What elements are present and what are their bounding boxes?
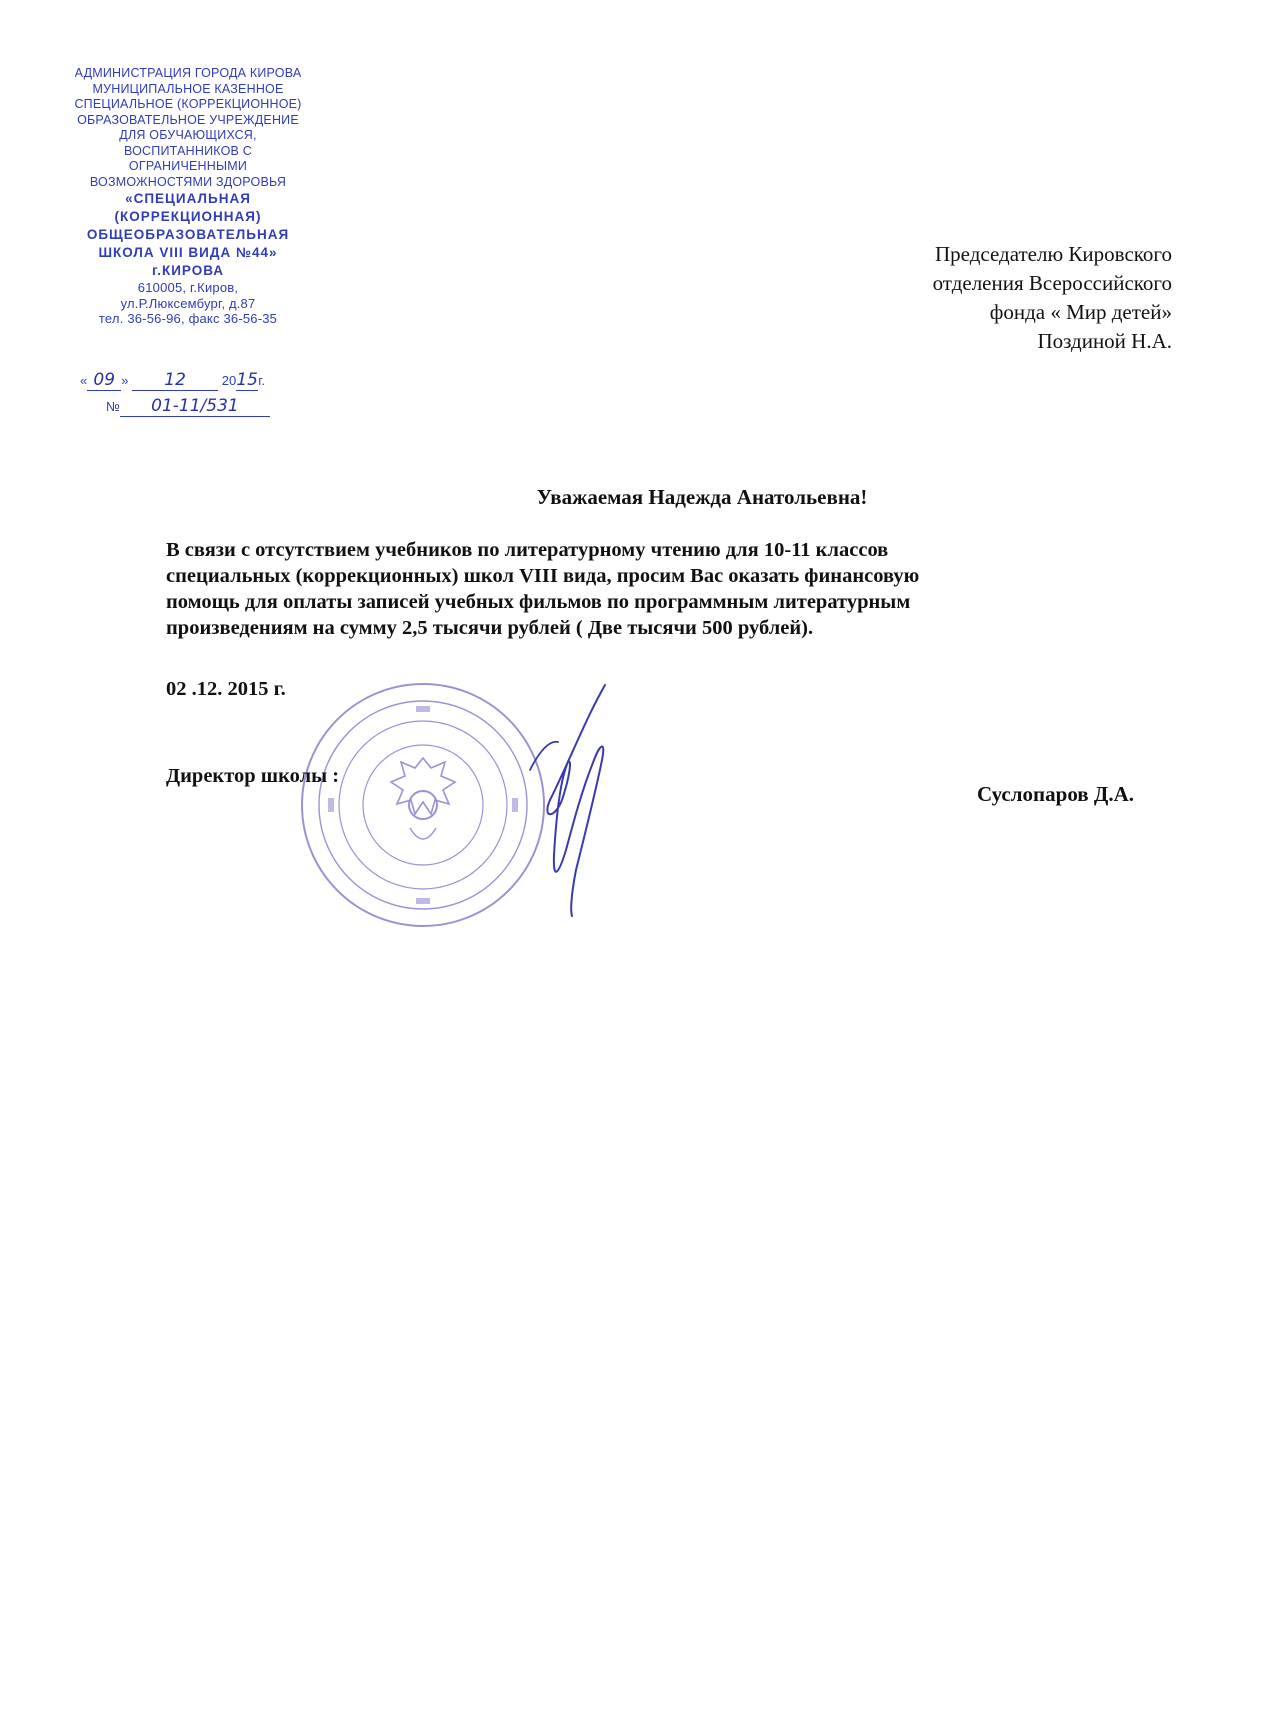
date-month: 12 (132, 370, 218, 391)
number-value: 01-11/531 (120, 396, 270, 417)
director-name: Суслопаров Д.А. (976, 782, 1134, 806)
letterhead-address-line: 610005, г.Киров, (137, 280, 239, 295)
letterhead-school-line: ШКОЛА VIII ВИДА №44» (98, 245, 278, 260)
letterhead-date (80, 370, 310, 391)
handwritten-signature-image (510, 680, 660, 920)
letterhead-school-line: г.КИРОВА (151, 263, 225, 278)
date-day: 09 (87, 370, 121, 391)
letterhead-school-line: (КОРРЕКЦИОННАЯ) (114, 209, 262, 224)
recipient-line: Председателю Кировского (935, 242, 1172, 266)
letter-date: 02 .12. 2015 г. (166, 678, 286, 700)
letterhead-number (106, 396, 286, 417)
greeting: Уважаемая Надежда Анатольевна! (536, 485, 868, 509)
letterhead-address-line: тел. 36-56-96, факс 36-56-35 (98, 311, 278, 326)
body-line: произведениям на сумму 2,5 тысячи рублей ( Две тысячи 500 рублей). (166, 617, 814, 639)
director-title: Директор школы : (166, 765, 340, 787)
letterhead-school-line: «СПЕЦИАЛЬНАЯ (125, 191, 251, 206)
letterhead-line: СПЕЦИАЛЬНОЕ (КОРРЕКЦИОННОЕ) (74, 97, 302, 111)
date-close-quote: » (121, 373, 129, 388)
recipient-line: фонда « Мир детей» (989, 300, 1172, 324)
date-year-suffix: 15 (236, 370, 258, 390)
letterhead-line: ОБРАЗОВАТЕЛЬНОЕ УЧРЕЖДЕНИЕ (77, 112, 299, 127)
letterhead-stamp (70, 66, 306, 327)
body-line: помощь для оплаты записей учебных фильмов по программным литературным (166, 591, 911, 613)
date-year-unit: г. (258, 373, 265, 388)
recipient-line: Поздиной Н.А. (1037, 329, 1172, 353)
letterhead-school-line: ОБЩЕОБРАЗОВАТЕЛЬНАЯ (86, 227, 290, 242)
number-label: № (106, 399, 120, 414)
body-line: специальных (коррекционных) школ VIII вида, просим Вас оказать финансовую (166, 565, 920, 587)
body-line: В связи с отсутствием учебников по литературному чтению для 10-11 классов (166, 539, 889, 561)
letterhead-line: ОГРАНИЧЕННЫМИ (128, 159, 248, 173)
letterhead-address-line: ул.Р.Люксембург, д.87 (120, 295, 256, 311)
letter-body (166, 537, 1096, 641)
recipient-block (752, 240, 1172, 356)
letterhead-line: ДЛЯ ОБУЧАЮЩИХСЯ, (119, 128, 257, 142)
date-open-quote: « (80, 373, 88, 388)
letterhead-line: ВОЗМОЖНОСТЯМИ ЗДОРОВЬЯ (89, 174, 287, 189)
recipient-line: отделения Всероссийского (932, 271, 1172, 295)
date-year-prefix: 20 (221, 373, 237, 388)
letterhead-line: АДМИНИСТРАЦИЯ ГОРОДА КИРОВА (74, 66, 302, 80)
letterhead-line: МУНИЦИПАЛЬНОЕ КАЗЕННОЕ (92, 81, 284, 96)
letterhead-line: ВОСПИТАННИКОВ С (124, 143, 252, 158)
